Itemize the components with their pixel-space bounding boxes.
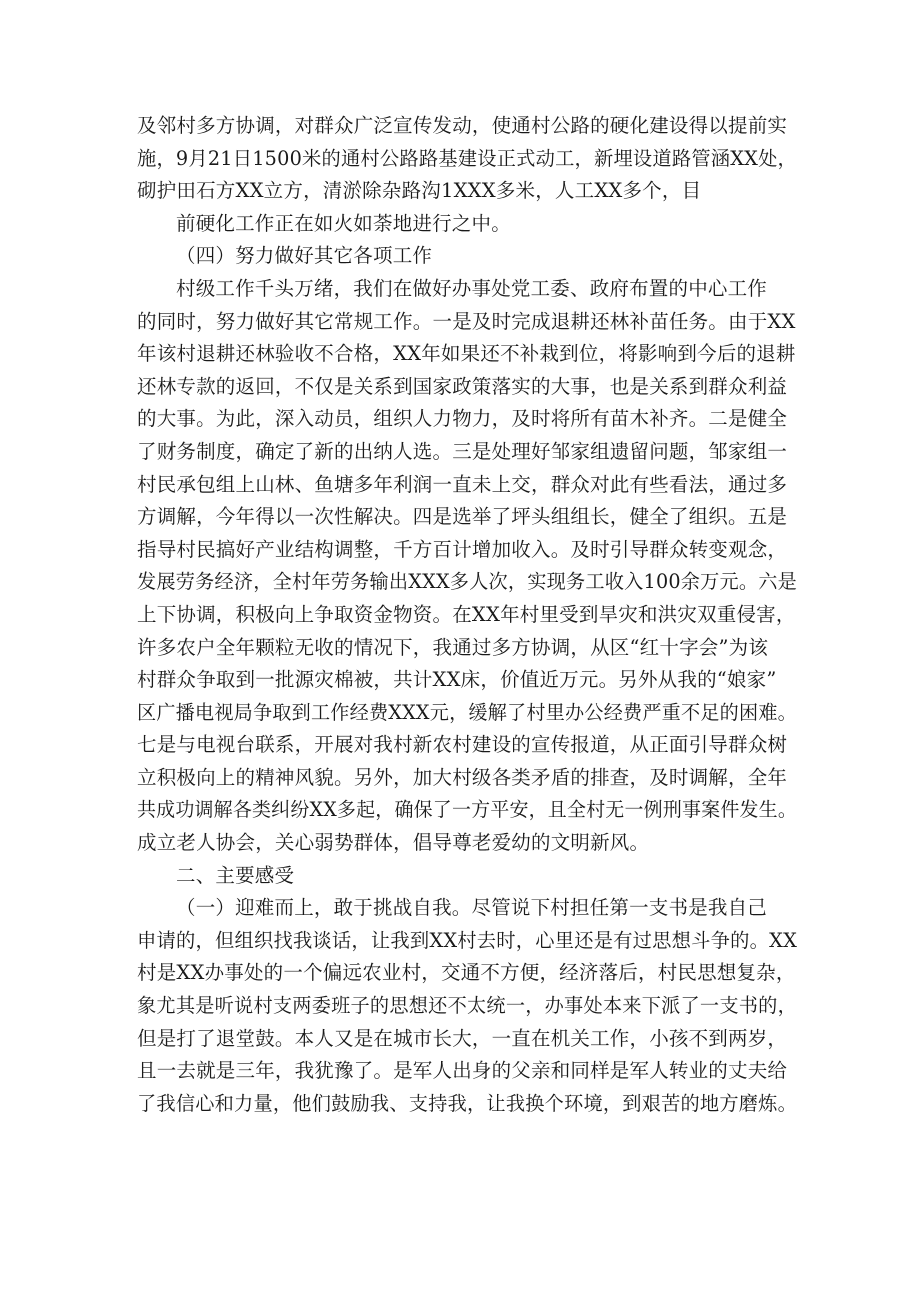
text-line: 村群众争取到一批源灾棉被，共计XX床，价值近万元。另外从我的“娘家” xyxy=(137,668,777,692)
text-line: （四）努力做好其它各项工作 xyxy=(176,244,433,268)
text-line: 发展劳务经济，全村年劳务输出XXX多人次，实现务工收入100余万元。六是 xyxy=(137,570,797,594)
text-line: 二、主要感受 xyxy=(176,863,295,887)
text-line: 区广播电视局争取到工作经费XXX元，缓解了村里办公经费严重不足的困难。 xyxy=(137,700,797,724)
text-line: 村级工作千头万绪，我们在做好办事处党工委、政府布置的中心工作 xyxy=(176,276,768,300)
text-line: 的大事。为此，深入动员，组织人力物力，及时将所有苗木补齐。二是健全 xyxy=(137,407,788,431)
text-line: 施，9月21日1500米的通村公路路基建设正式动工，新埋设道路管涵XX处， xyxy=(137,146,797,170)
text-line: 的同时，努力做好其它常规工作。一是及时完成退耕还林补苗任务。由于XX xyxy=(137,309,796,333)
text-line: 立积极向上的精神风貌。另外，加大村级各类矛盾的排查，及时调解，全年 xyxy=(137,765,788,789)
text-line: 村是XX办事处的一个偏远农业村，交通不方便，经济落后，村民思想复杂， xyxy=(137,961,796,985)
text-line: 但是打了退堂鼓。本人又是在城市长大，一直在机关工作，小孩不到两岁， xyxy=(137,1026,788,1050)
text-line: 及邻村多方协调，对群众广泛宣传发动，使通村公路的硬化建设得以提前实 xyxy=(137,114,788,137)
text-line: 砌护田石方XX立方，清淤除杂路沟1XXX多米，人工XX多个，目 xyxy=(137,179,702,203)
text-line: 还林专款的返回，不仅是关系到国家政策落实的大事，也是关系到群众利益 xyxy=(137,374,788,398)
text-line: 上下协调，积极向上争取资金物资。在XX年村里受到旱灾和洪灾双重侵害， xyxy=(137,602,796,626)
text-line: 申请的，但组织找我谈话，让我到XX村去时，心里还是有过思想斗争的。XX xyxy=(137,928,797,952)
text-line: 方调解，今年得以一次性解决。四是选举了坪头组组长，健全了组织。五是 xyxy=(137,505,788,529)
text-line: 成立老人协会，关心弱势群体，倡导尊老爱幼的文明新风。 xyxy=(137,831,650,855)
text-line: （一）迎难而上，敢于挑战自我。尽管说下村担任第一支书是我自己 xyxy=(176,896,768,920)
text-line: 前硬化工作正在如火如荼地进行之中。 xyxy=(176,211,511,235)
text-line: 村民承包组上山林、鱼塘多年利润一直未上交，群众对此有些看法，通过多 xyxy=(137,472,788,496)
text-line: 共成功调解各类纠纷XX多起，确保了一方平安，且全村无一例刑事案件发生。 xyxy=(137,798,797,822)
text-line: 了财务制度，确定了新的出纳人选。三是处理好邹家组遗留问题，邹家组一 xyxy=(137,439,788,463)
text-line: 指导村民搞好产业结构调整，千方百计增加收入。及时引导群众转变观念， xyxy=(137,537,788,561)
text-line: 象尤其是听说村支两委班子的思想还不太统一，办事处本来下派了一支书的， xyxy=(137,994,797,1018)
text-line: 了我信心和力量，他们鼓励我、支持我，让我换个环境，到艰苦的地方磨炼。 xyxy=(137,1091,797,1115)
document-body xyxy=(137,110,797,1120)
text-line: 七是与电视台联系，开展对我村新农村建设的宣传报道，从正面引导群众树 xyxy=(137,733,788,757)
text-line: 且一去就是三年，我犹豫了。是军人出身的父亲和同样是军人转业的丈夫给 xyxy=(137,1059,788,1083)
text-line: 年该村退耕还林验收不合格，XX年如果还不补栽到位，将影响到今后的退耕 xyxy=(137,342,796,366)
text-line: 许多农户全年颗粒无收的情况下，我通过多方协调，从区“红十字会”为该 xyxy=(137,635,769,659)
